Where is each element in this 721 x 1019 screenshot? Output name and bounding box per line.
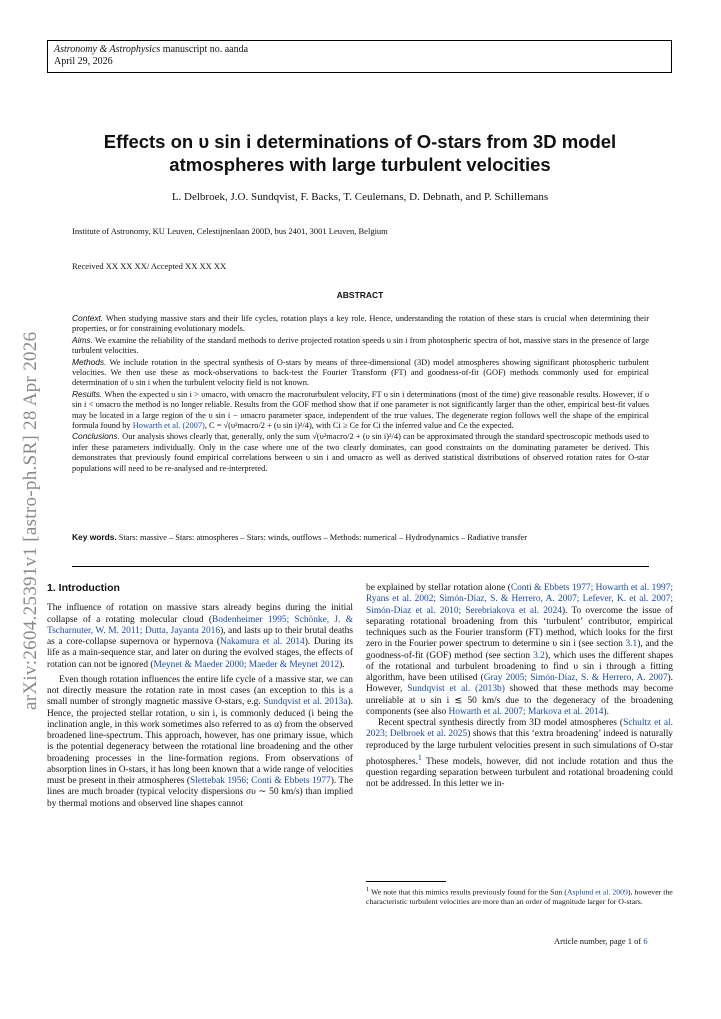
- context-label: Context.: [72, 313, 104, 323]
- section-link[interactable]: 3.2: [533, 650, 545, 661]
- footnote-marker[interactable]: 1: [417, 752, 422, 762]
- keywords-label: Key words.: [72, 532, 117, 542]
- keywords-text: Stars: massive – Stars: atmospheres – Stars: winds, outflows – Methods: numerical – Hydrodynamics – Radiative transfer: [116, 533, 527, 542]
- intro-paragraph-2: [47, 675, 353, 810]
- text-run: ). The lines are much broader (typical velocity dispersions συ ∼ 50 km/s) than implied by thermal motions and observed line shapes cannot: [47, 776, 353, 809]
- section-link[interactable]: 3.1: [625, 639, 638, 650]
- journal-name: Astronomy & Astrophysics: [54, 44, 161, 55]
- text-run: ). During its life as a main-sequence star, and later on during the evolved stages, the effects of rotation can not be ignored (: [47, 637, 353, 670]
- aims-label: Aims.: [72, 334, 93, 345]
- citation-link[interactable]: Schultz et al. 2023; Delbroek et al. 2025: [366, 718, 673, 740]
- intro-paragraph-3: [366, 583, 673, 718]
- text-run: ).: [603, 706, 609, 717]
- results-label: Results.: [72, 388, 103, 399]
- text-run: Recent spectral synthesis directly from 3D model atmospheres (: [378, 718, 624, 728]
- conclusions-text: Our analysis shows clearly that, generally, only the sum √(υ²macro/2 + (υ sin i)²/4) can be approximated through the standard spectroscopic methods used to infer these parameters individually. Only in the case where one of the two clearly dominates, can good constraints on the dominating parameter be derived. This demonstrates that previously found empirical correlations between υ sin i and υmacro as well as derived statistical distributions of observed rotation rates for O-star populations will need to be re-analysed and re-interpreted.: [72, 432, 649, 473]
- text-run: showed that these methods may become unreliable at υ sin i ≲ 50 km/s due to the degeneracy of the broadening components (see also: [366, 684, 673, 717]
- text-run: ) shows that this ‘extra broadening’ indeed is naturally reproduced by the large turbulent velocities present in such simulations of O-star photospheres.: [366, 729, 673, 767]
- results-text: When the expected υ sin i > υmacro, with υmacro the macroturbulent velocity, FT υ sin i determinations (most of the time) give reasonable results. However, if υ sin i < υmacro the method is no longer reliable. Results from the GOF method show that if one parameter is not significantly larger than the other, empirical best-fit values may be located in a large region of the υ sin i − υmacro parameter space, independent of the true values. The degenerate region follows well the shape of the empirical formula found by: [72, 389, 649, 431]
- footnote-number: 1: [366, 886, 370, 893]
- left-column: [47, 583, 353, 810]
- text-run: ), and the goodness-of-fit (GOF) method (see section: [366, 639, 673, 661]
- keywords: [72, 532, 649, 543]
- abstract-aims: [72, 335, 649, 357]
- manuscript-id: manuscript no. aanda: [160, 44, 249, 55]
- footnote: [366, 885, 673, 907]
- results-text-end: , C = √(υ²macro/2 + (υ sin i)²/4), with Ci ≥ Ce for Ci the inferred value and Ce the expected.: [204, 421, 514, 431]
- arxiv-stamp-text: arXiv:2604.25391v1 [astro-ph.SR] 28 Apr 2026: [20, 331, 41, 710]
- text-run: The influence of rotation on massive stars already begins during the initial collapse of a rotating molecular cloud (: [47, 603, 353, 625]
- citation-link[interactable]: Sundqvist et al. (2013b): [407, 684, 505, 695]
- text-run: be explained by stellar rotation alone (: [366, 583, 511, 593]
- paper-title: Effects on υ sin i determinations of O-stars from 3D model atmospheres with large turbulent velocities: [103, 131, 617, 175]
- received-line: Received XX XX XX/ Accepted XX XX XX: [72, 261, 227, 271]
- text-run: Even though rotation influences the entire life cycle of a massive star, we can not directly measure the rotation rate in most cases (an exception to this is a small number of strongly magnetic massive O-stars, e.g.: [47, 674, 353, 708]
- intro-paragraph-4: [366, 718, 673, 791]
- abstract-conclusions: [72, 431, 649, 474]
- text-run: These models, however, did not include rotation and thus the question regarding separation between turbulent and rotational broadening could not be addressed. In this letter we in-: [366, 756, 673, 790]
- text-run: ).: [339, 659, 345, 670]
- affiliation: Institute of Astronomy, KU Leuven, Celestijnenlaan 200D, bus 2401, 3001 Leuven, Belgium: [72, 226, 388, 236]
- citation-link[interactable]: Howarth et al. (2007): [132, 421, 205, 431]
- author-list: L. Delbroek, J.O. Sundqvist, F. Backs, T. Ceulemans, D. Debnath, and P. Schillemans: [171, 191, 549, 203]
- citation-link[interactable]: Conti & Ebbets 1977; Howarth et al. 1997; Ryans et al. 2002; Simón-Díaz, S. & Herrero, A. 2007; Lefever, K. et al. 2007; Simón-Díaz et al. 2010; Serebriakova et al. 2024: [366, 583, 673, 616]
- manuscript-date: April 29, 2026: [54, 56, 113, 67]
- methods-label: Methods.: [72, 356, 107, 367]
- right-column: [366, 583, 673, 791]
- abstract-body: [72, 313, 649, 474]
- text-run: ), which uses the different shapes of the rotational and turbulent broadening to find υ sin i through a fitting algorithm, have been utilised (: [366, 650, 673, 683]
- conclusions-label: Conclusions.: [72, 431, 120, 442]
- text-run: We note that this mimics results previously found for the Sun (: [369, 887, 567, 897]
- citation-link[interactable]: Asplund et al. 2009: [566, 887, 628, 897]
- text-run: ), and lasts up to their brutal deaths as a core-collapse supernova or hypernova (: [47, 625, 353, 647]
- abstract-heading: ABSTRACT: [336, 290, 384, 300]
- page-number: [554, 936, 648, 946]
- citation-link[interactable]: Meynet & Maeder 2000; Maeder & Meynet 2012: [153, 659, 340, 670]
- citation-link[interactable]: Sundqvist et al. 2013a: [263, 697, 348, 708]
- citation-link[interactable]: Bodenheimer 1995; Schönke, J. & Tscharnuter, W. M. 2011; Dutta, Jayanta 2016: [47, 614, 353, 636]
- abstract-results: [72, 389, 649, 432]
- text-run: ), however the characteristic turbulent velocities are more than an order of magnitude larger for O-stars.: [366, 887, 673, 907]
- citation-link[interactable]: Gray 2005; Simón-Díaz, S. & Herrero, A. 2007: [483, 673, 668, 683]
- section-heading: 1. Introduction: [47, 582, 120, 594]
- footnote-divider: [366, 881, 446, 882]
- text-run: ). Hence, the projected stellar rotation, υ sin i, is commonly deduced (i being the inclination angle, in this work sometimes also referred to as α) from the observed broadened line-spectrum. This approach, however, has one primary issue, which is the potential degeneracy between the rotational line broadening and the other broadening processes in the line-formation regions. From observations of absorption lines in O-stars, it has long been known that a wide range of velocities must be present in their atmospheres (: [47, 697, 353, 786]
- abstract-methods: [72, 357, 649, 389]
- page-label: Article number, page 1 of: [554, 936, 644, 946]
- abstract-divider: [72, 566, 649, 567]
- text-run: ). To overcome the issue of separating rotational broadening from this ‘turbulent’ contributor, empirical techniques such as the Fourier transform (FT) method, which looks for the first zero in the Fourier power spectrum to determine υ sin i (see section: [366, 605, 673, 650]
- text-run: ). However,: [366, 673, 673, 695]
- intro-paragraph-1: [47, 603, 353, 671]
- methods-text: We include rotation in the spectral synthesis of O-stars by means of three-dimensional (3D) model atmospheres showing significant photospheric turbulent velocities. We then use these as mock-observations to back-test the Fourier Transform (FT) and goodness-of-fit (GOF) methods commonly used for empirical determination of υ sin i when the turbulent velocity field is not known.: [72, 357, 649, 388]
- page-total-link[interactable]: 6: [643, 936, 648, 946]
- aims-text: We examine the reliability of the standard methods to derive projected rotation speeds υ sin i from photospheric spectra of hot, massive stars in the presence of large turbulent velocities.: [72, 335, 649, 356]
- abstract-context: [72, 313, 649, 335]
- manuscript-header-box: [47, 40, 672, 73]
- citation-link[interactable]: Howarth et al. 2007; Markova et al. 2014: [448, 706, 604, 717]
- citation-link[interactable]: Slettebak 1956; Conti & Ebbets 1977: [190, 776, 331, 786]
- context-text: When studying massive stars and their life cycles, rotation plays a key role. Hence, understanding the rotation of these stars is crucial when determining their properties, or for constraining evolutionary models.: [72, 314, 649, 334]
- citation-link[interactable]: Nakamura et al. 2014: [220, 637, 305, 647]
